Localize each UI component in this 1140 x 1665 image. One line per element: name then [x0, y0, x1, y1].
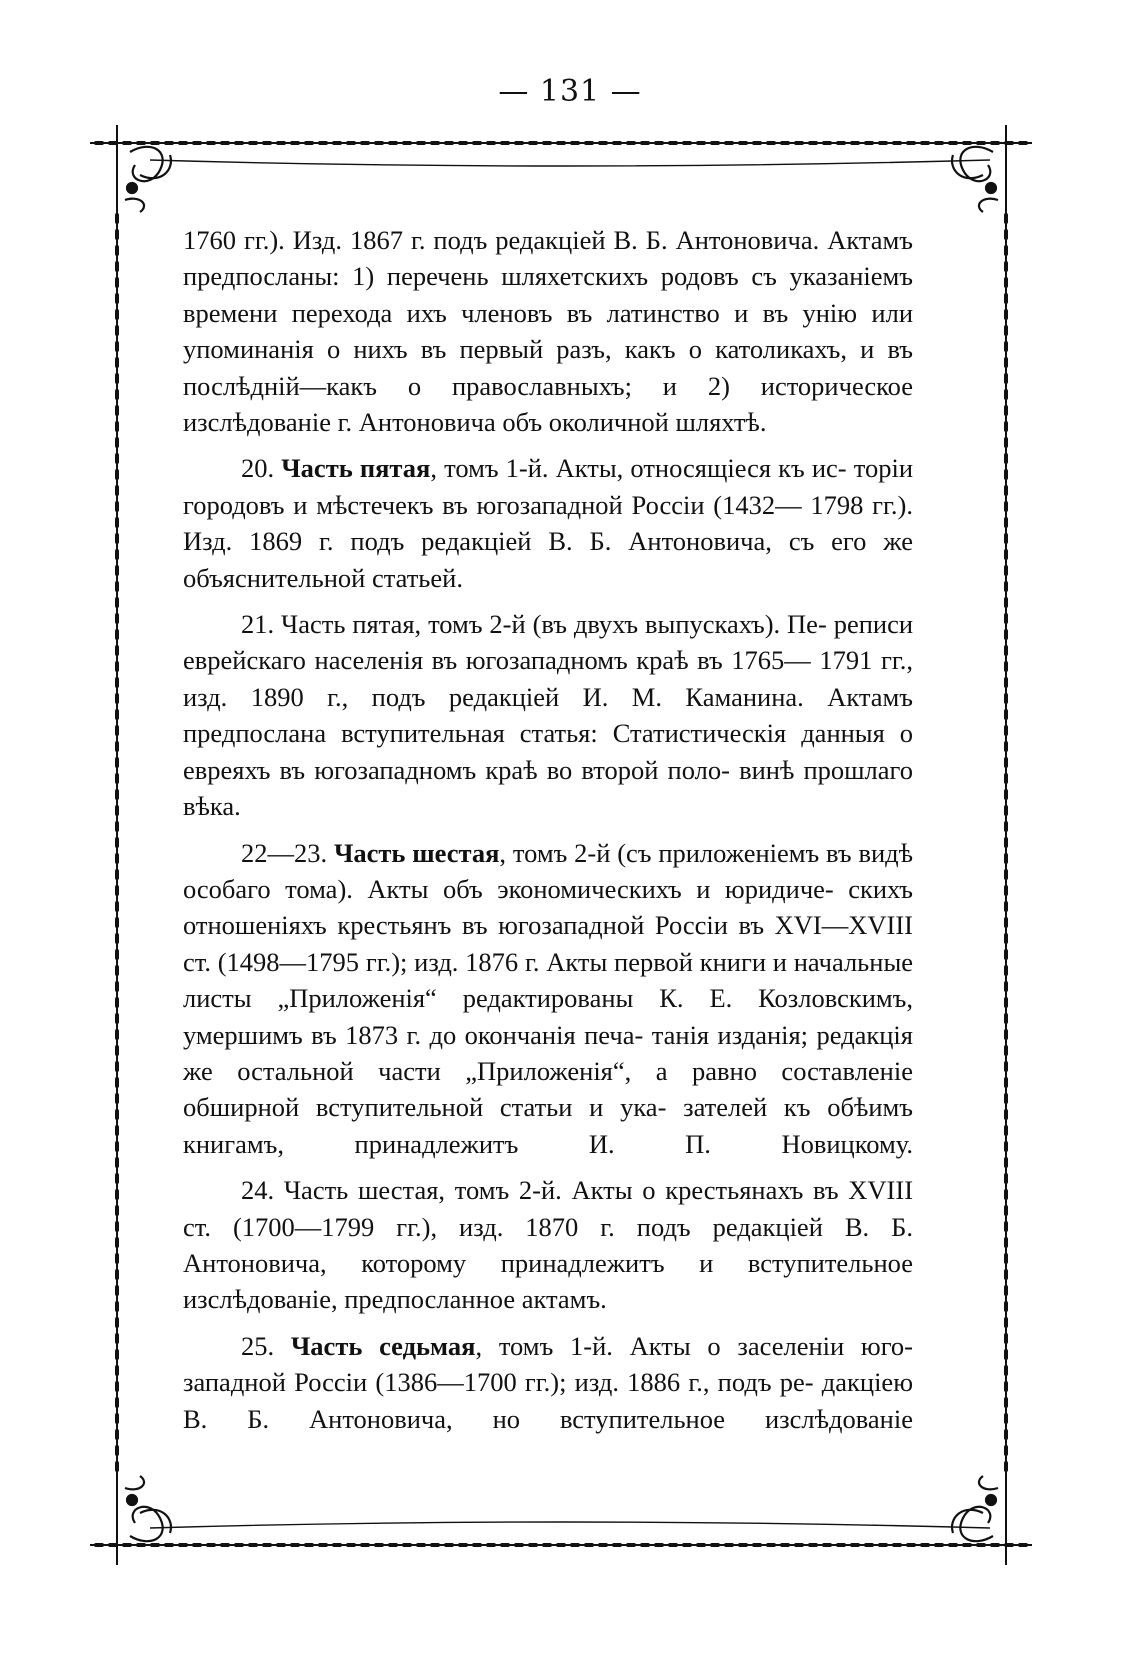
text-line: XVI—XVIII ст. (1498—1795 гг.); изд. 1876 г. Акты первой — [183, 910, 914, 977]
entry-number: 20. — [241, 453, 275, 484]
text-line: танія изданія; редакція же остальной части „Приложенія“, — [183, 1019, 913, 1086]
text-line: 1791 гг., изд. 1890 г., подъ редакціей И. М. Каманина. — [183, 645, 913, 712]
text-line: указаніемъ времени перехода ихъ членовъ въ латинство — [183, 261, 913, 328]
corner-ornament-top-right — [952, 147, 998, 212]
entry-25 — [183, 1328, 913, 1437]
text-line: данныя о евреяхъ въ югозападномъ краѣ во второй поло- — [183, 718, 914, 785]
text-line: и въ унію или упоминанія о нихъ въ первый разъ, какъ о — [183, 297, 913, 365]
text-line: XVIII ст. (1700—1799 гг.), изд. 1870 г. подъ редакціей — [183, 1175, 914, 1242]
entry-heading: Часть шестая — [333, 837, 500, 868]
text-line: католикахъ, и въ послѣдній—какъ о православныхъ; и — [183, 334, 914, 401]
corner-ornament-bottom-right — [952, 1476, 998, 1541]
text-line: , томъ 1-й. Акты о заселеніи юго- — [475, 1330, 913, 1361]
text-line: скихъ отношеніяхъ крестьянъ въ югозападной Россіи въ — [183, 873, 913, 941]
entry-21 — [183, 606, 913, 824]
text-line: книги и начальные листы „Приложенія“ редактированы К. — [183, 946, 914, 1014]
text-line: Актамъ предпосланы: 1) перечень шляхетскихъ родовъ съ — [183, 225, 914, 292]
text-line: , томъ 1-й. Акты, относящіеся къ ис- — [430, 453, 847, 484]
text-line: Актамъ предпослана вступительная статья: Статистическія — [183, 681, 913, 749]
corner-ornament-bottom-left — [125, 1476, 171, 1541]
text-line: торіи городовъ и мѣстечекъ въ югозападной Россіи (1432— — [183, 453, 914, 520]
entry-22-23 — [183, 835, 913, 1163]
paragraph-continued — [183, 222, 913, 440]
entry-heading: Часть пятая — [281, 453, 431, 484]
entry-20 — [183, 450, 913, 596]
text-line: съ его же объяснительной статьей. — [183, 526, 914, 593]
text-line: винѣ прошлаго вѣка. — [183, 754, 913, 822]
text-line: западной Россіи (1386—1700 гг.); изд. 1886 г., подъ ре- — [183, 1367, 814, 1398]
page-number: — 131 — — [498, 74, 642, 109]
text-line: 1760 гг.). Изд. 1867 г. подъ редакціей В. Б. Антоновича. — [183, 225, 820, 255]
text-line: , томъ 2-й (съ приложеніемъ въ — [499, 837, 852, 868]
entry-number: 25. — [241, 1330, 275, 1361]
entry-heading: Часть седьмая — [290, 1330, 476, 1361]
text-line: Е. Козловскимъ, умершимъ въ 1873 г. до окончанія печа- — [183, 983, 913, 1050]
text-line: 21. Часть пятая, томъ 2-й (въ двухъ выпускахъ). Пе- — [241, 609, 827, 640]
entry-24 — [183, 1172, 913, 1318]
text-line: 24. Часть шестая, томъ 2-й. Акты о крестьянахъ въ — [241, 1175, 839, 1206]
corner-ornament-top-left — [125, 147, 171, 212]
document-body — [183, 222, 913, 1447]
text-line: шляхтѣ. — [675, 407, 767, 438]
text-line: В. Б. Антоновича, которому принадлежитъ и вступительное — [183, 1211, 913, 1278]
text-line: 1798 гг.). Изд. 1869 г. подъ редакціей В. Б. Антоновича, — [183, 489, 913, 557]
text-line: реписи еврейскаго населенія въ югозападномъ краѣ въ 1765— — [183, 609, 914, 676]
text-line: видѣ особаго тома). Акты объ экономическихъ и юридиче- — [183, 837, 914, 904]
text-line: 2) историческое изслѣдованіе г. Антоновича объ околичной — [183, 370, 913, 438]
entry-number: 22—23. — [241, 837, 328, 868]
text-line: а равно составленіе обширной вступительной статьи и ука- — [183, 1055, 913, 1123]
text-line: зателей къ обѣимъ книгамъ, принадлежитъ И. П. Новицкому. — [183, 1092, 913, 1159]
text-line: изслѣдованіе, предпосланное актамъ. — [183, 1284, 607, 1315]
text-line: дакціею В. Б. Антоновича, но вступительное изслѣдованіе — [183, 1367, 913, 1434]
